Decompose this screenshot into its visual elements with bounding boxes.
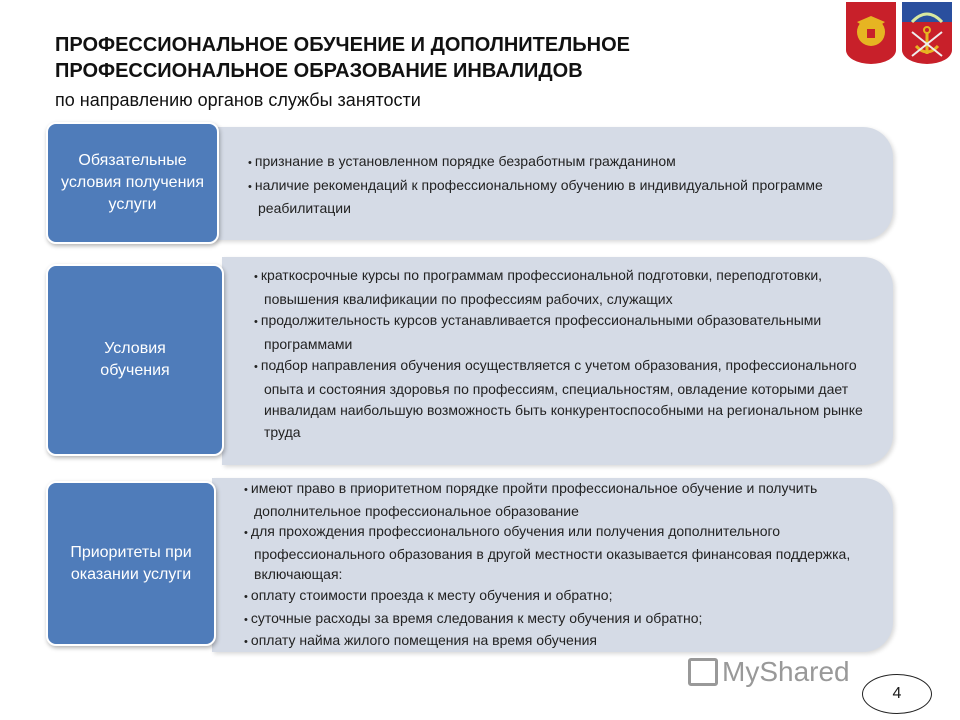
section-3-panel bbox=[212, 478, 893, 652]
slide-title bbox=[55, 32, 630, 84]
emblems bbox=[846, 2, 952, 64]
russia-coat-of-arms-icon bbox=[846, 2, 896, 64]
murmansk-coat-of-arms-icon bbox=[902, 2, 952, 64]
title-line-2: ПРОФЕССИОНАЛЬНОЕ ОБРАЗОВАНИЕ ИНВАЛИДОВ bbox=[55, 60, 583, 82]
watermark bbox=[688, 656, 850, 688]
title-line-1: ПРОФЕССИОНАЛЬНОЕ ОБУЧЕНИЕ И ДОПОЛНИТЕЛЬНОЕ bbox=[55, 34, 630, 56]
presentation-icon bbox=[688, 658, 718, 686]
list-item: • суточные расходы за время следования к месту обучения и обратно; bbox=[242, 608, 867, 631]
list-item: • для прохождения профессионального обучения или получения дополнительного профессионального образования в другой местности оказывается финансовая поддержка, включающая: bbox=[242, 521, 867, 585]
section-3-label: Приоритеты при оказании услуги bbox=[46, 481, 216, 646]
watermark-text: MyShared bbox=[722, 656, 850, 687]
section-1-label: Обязательные условия получения услуги bbox=[46, 122, 219, 244]
slide-subtitle: по направлению органов службы занятости bbox=[55, 90, 421, 110]
list-item: • краткосрочные курсы по программам профессиональной подготовки, переподготовки, повышения квалификации по профессиям рабочих, служащих bbox=[252, 265, 863, 310]
section-2-label: Условия обучения bbox=[46, 264, 224, 456]
list-item: • имеют право в приоритетном порядке пройти профессиональное обучение и получить дополнительное профессиональное образование bbox=[242, 478, 867, 521]
list-item: • наличие рекомендаций к профессиональному обучению в индивидуальной программе реабилитации bbox=[246, 175, 893, 220]
list-item: • оплату найма жилого помещения на время обучения bbox=[242, 630, 867, 653]
section-1-panel bbox=[212, 127, 893, 240]
page-number: 4 bbox=[862, 674, 932, 714]
section-2-panel bbox=[222, 257, 893, 465]
list-item: • подбор направления обучения осуществляется с учетом образования, профессионального опыта и состояния здоровья по профессиям, специальностям, овладение которыми дает инвалидам наибольшую возможность быть конкурентоспособными на региональном рынке труда bbox=[252, 355, 863, 443]
list-item: • признание в установленном порядке безработным гражданином bbox=[246, 151, 893, 175]
list-item: • оплату стоимости проезда к месту обучения и обратно; bbox=[242, 585, 867, 608]
list-item: • продолжительность курсов устанавливается профессиональными образовательными программами bbox=[252, 310, 863, 355]
